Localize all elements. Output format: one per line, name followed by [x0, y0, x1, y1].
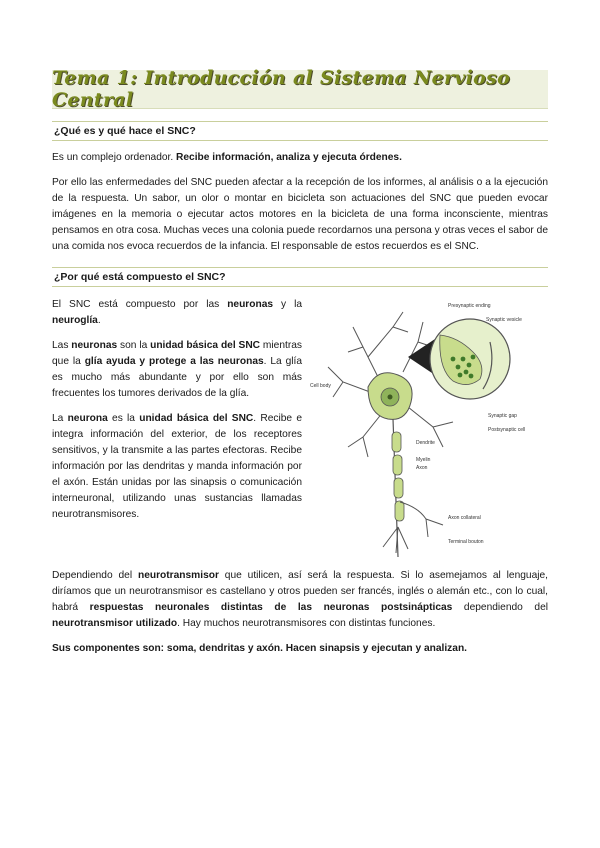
text: Dependiendo del — [52, 570, 138, 581]
label-dendrite: Dendrite — [416, 440, 435, 446]
left-column — [52, 293, 302, 559]
axon-collateral — [400, 502, 443, 537]
text: . Hay muchos neurotransmisores con distintas funciones. — [177, 618, 436, 629]
text: que utilicen, así será la respuesta. Si lo asemejamos al lenguaje, diríamos que un neurotransmisor es castellano y otros pueden ser francés, inglés o alemán etc., con lo cual, habrá — [52, 570, 548, 613]
section-heading-1: ¿Qué es y qué hace el SNC? — [52, 121, 548, 141]
paragraph-3 — [52, 297, 302, 329]
two-column-block — [52, 293, 548, 559]
bold: respuestas neuronales distintas de las neuronas postsinápticas — [89, 602, 453, 613]
paragraph-6 — [52, 568, 548, 632]
bold: neuroglía — [52, 315, 98, 326]
neuron-diagram — [308, 297, 548, 559]
title-banner — [52, 67, 548, 111]
document-page — [52, 67, 549, 657]
paragraph-4 — [52, 338, 302, 402]
paragraph-1 — [52, 150, 548, 166]
text: . La glía es mucho más abundante y por ello son más frecuentes los tumores derivados de la glía. — [52, 356, 302, 399]
page-title: Tema 1: Introducción al Sistema Nervioso Central — [52, 67, 511, 111]
text: y la — [273, 299, 302, 310]
label-synaptic-gap: Synaptic gap — [488, 413, 517, 419]
text: son la — [117, 340, 151, 351]
bold: neuronas — [227, 299, 274, 310]
text: . — [97, 315, 101, 326]
nucleolus — [388, 395, 393, 400]
bold: unidad básica del SNC — [139, 413, 254, 424]
label-synaptic-vesicle: Synaptic vesicle — [486, 317, 522, 323]
label-presynaptic-ending: Presynaptic ending — [448, 303, 491, 309]
bold: neurotransmisor — [137, 570, 219, 581]
p1-text: Es un complejo ordenador. — [52, 152, 177, 163]
paragraph-2: Por ello las enfermedades del SNC pueden afectar a la recepción de los informes, al análisis o a la ejecución de la respuesta. Un sabor, un olor o montar en bicicleta son actuaciones del SNC que pueden evocar imágenes en la memoria o ejecutar actos motores en la bicicleta de una forma inconsciente, mientras pensamos en otra cosa. Muchas veces una colonia puede recordarnos una persona y otras veces el sabor de una comida nos evoca recuerdos de la infancia. El responsable de estos recuerdos es el SNC. — [52, 177, 548, 252]
paragraph-5 — [52, 411, 302, 523]
label-postsynaptic-cell: Postsynaptic cell — [488, 427, 526, 433]
text: Las — [52, 340, 72, 351]
paragraph-7: Sus componentes son: soma, dendritas y axón. Hacen sinapsis y ejecutan y analizan. — [52, 643, 467, 654]
bold: glía ayuda y protege a las neuronas — [84, 356, 264, 367]
bold: neuronas — [71, 340, 118, 351]
neuron-illustration — [308, 297, 548, 559]
text: es la — [107, 413, 140, 424]
text: dependiendo del — [452, 602, 549, 613]
text: La — [52, 413, 68, 424]
text: mientras que la — [52, 340, 302, 367]
label-terminal-bouton: Terminal bouton — [448, 539, 484, 545]
text: El SNC está compuesto por las — [52, 299, 228, 310]
myelin-sheath — [392, 432, 404, 521]
p1-bold: Recibe información, analiza y ejecuta órdenes. — [176, 152, 402, 163]
bold: neurotransmisor utilizado — [52, 618, 178, 629]
section-heading-2: ¿Por qué está compuesto el SNC? — [52, 267, 548, 287]
bold: unidad básica del SNC — [150, 340, 261, 351]
text: . Recibe e integra información del exterior, de los receptores sensitivos, y la transmite a las partes efectoras. Recibe información por las dendritas y manda información por el axón. Están unidas por las sinapsis o comunicación interneuronal, utilizando unas sustancias llamadas neurotransmisores. — [52, 413, 302, 520]
label-axon: Axon — [416, 465, 428, 471]
label-cell-body: Cell body — [310, 383, 331, 389]
label-axon-collateral: Axon collateral — [448, 515, 481, 521]
bold: neurona — [67, 413, 108, 424]
terminal-branches — [383, 527, 408, 553]
label-myelin: Myelin — [416, 457, 431, 463]
